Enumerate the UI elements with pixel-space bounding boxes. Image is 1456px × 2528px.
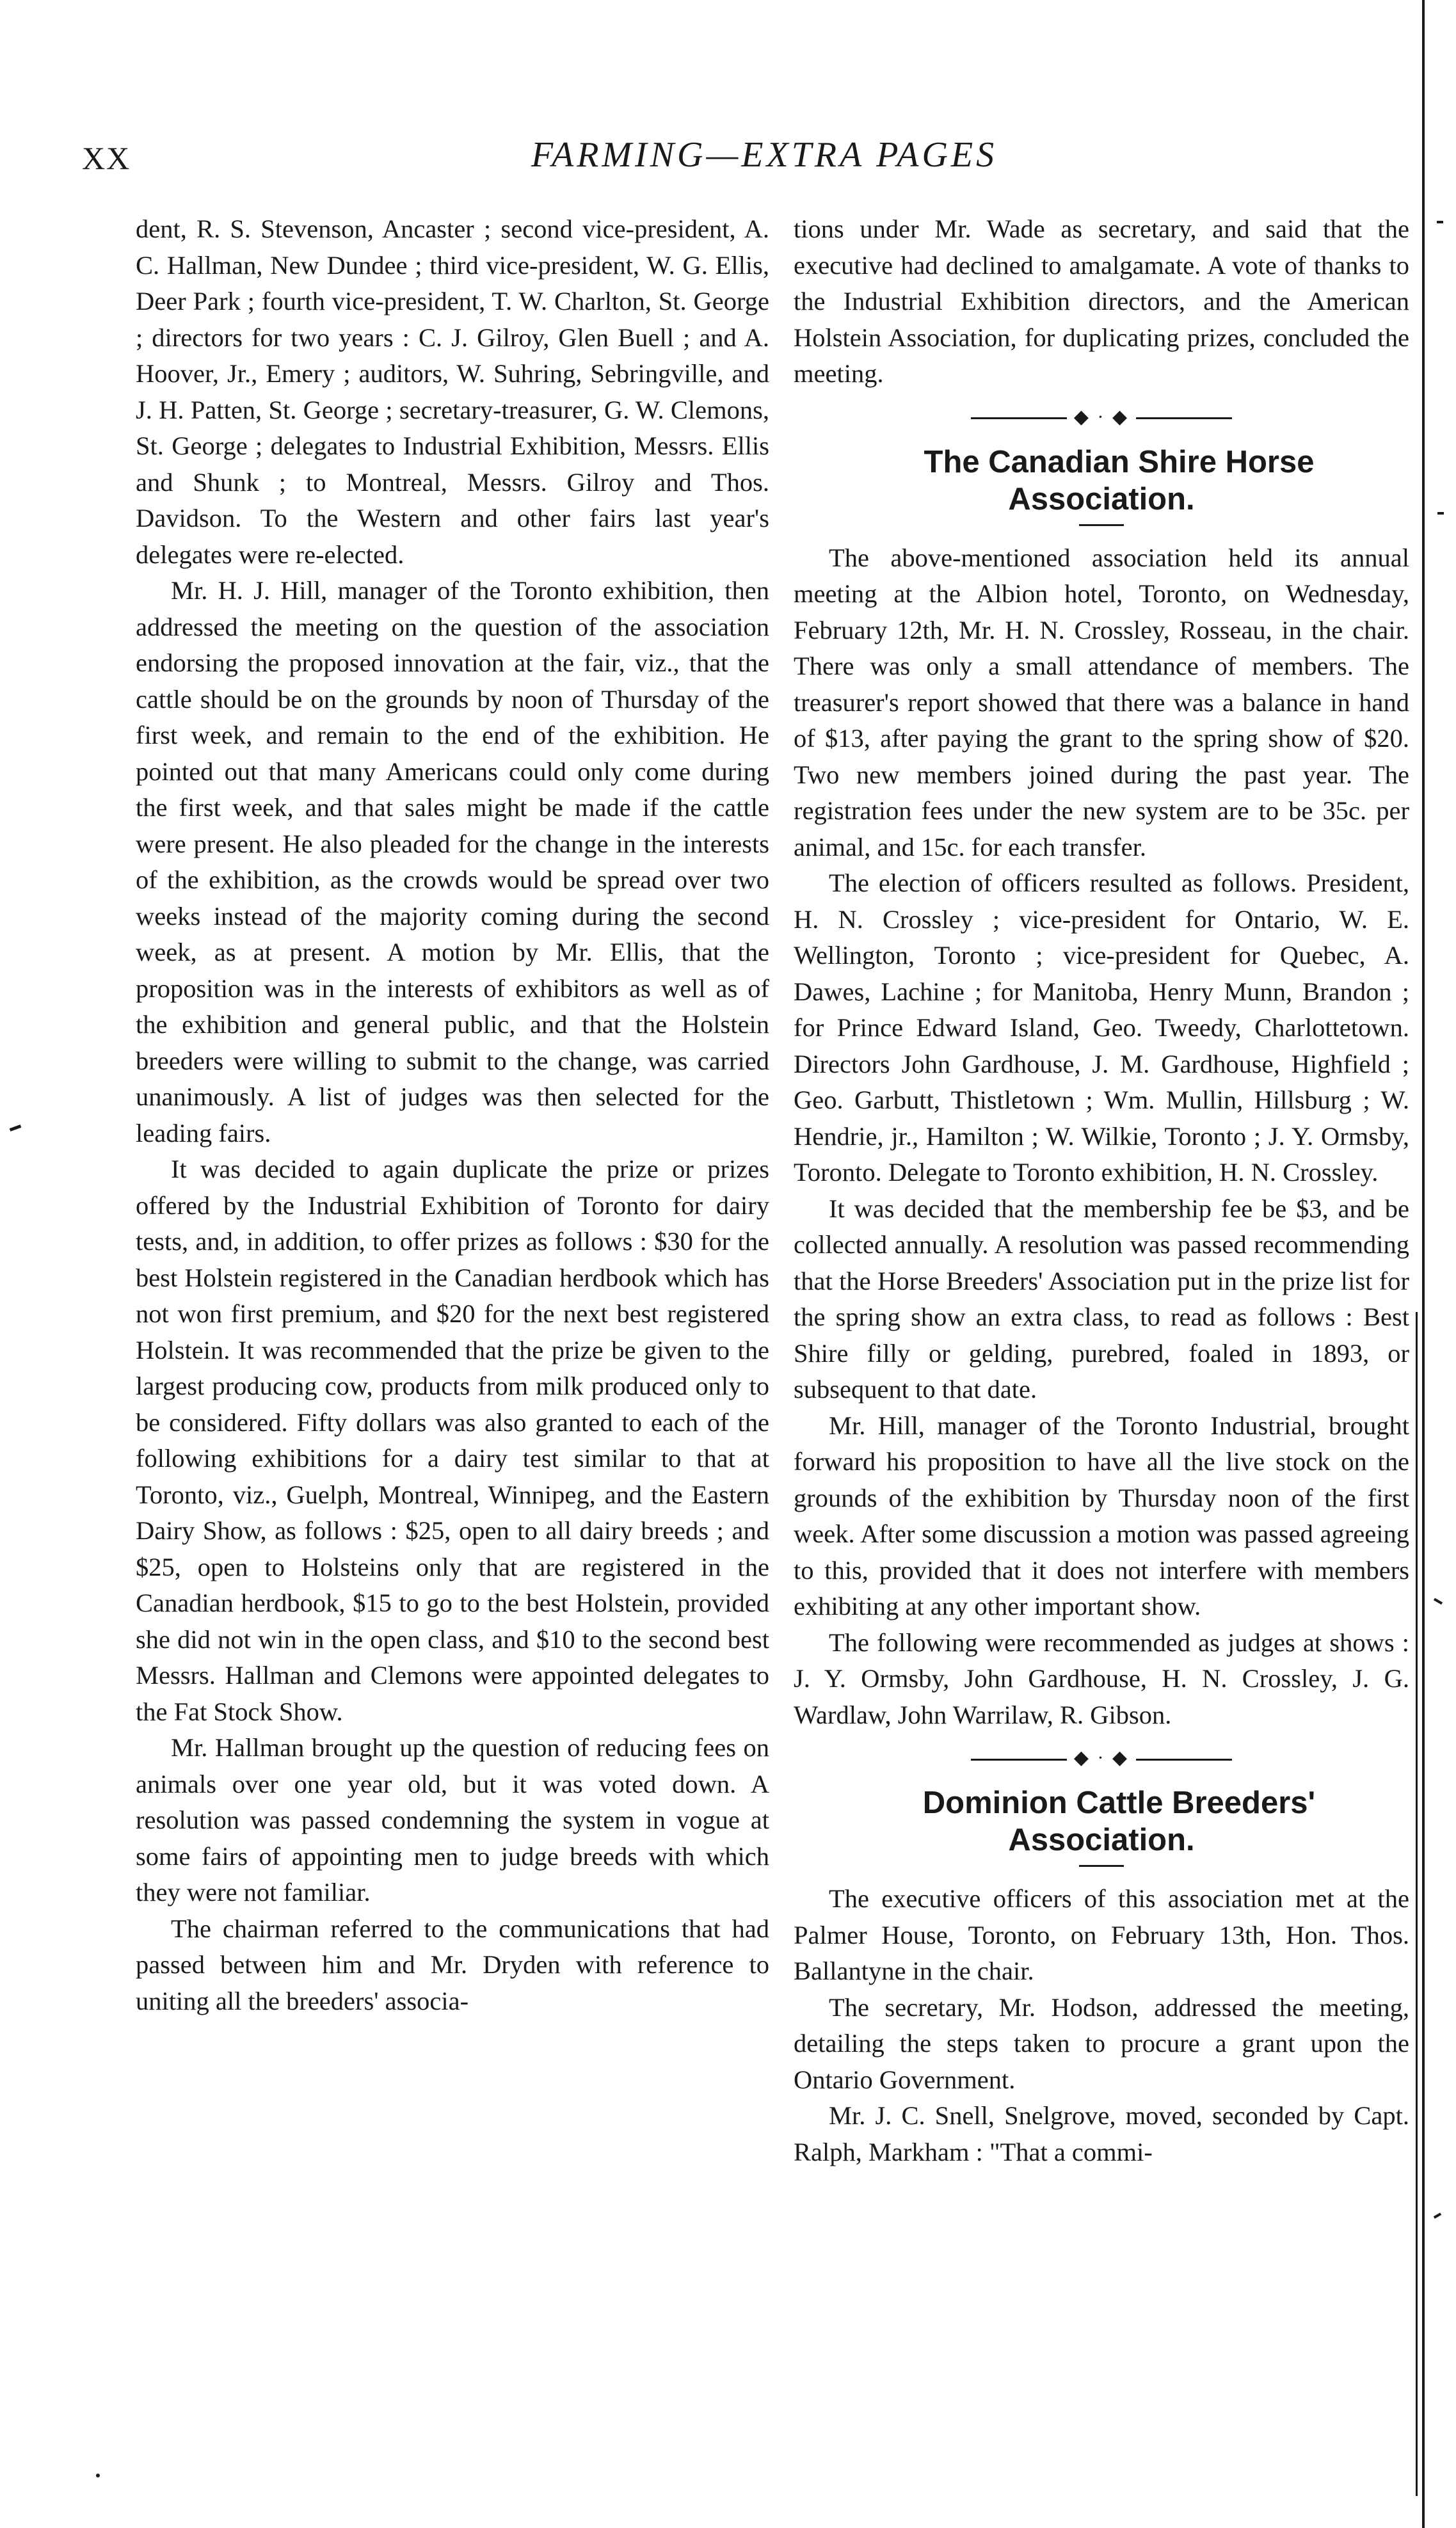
paragraph: The chairman referred to the communications that had passed between him and Mr. Dryden with reference to uniting all the breeders' associa- [136,1914,769,2015]
paragraph: Mr. Hill, manager of the Toronto Industrial, brought forward his proposition to have all the live stock on the grounds of the exhibition by Thursday noon of the first week. After some discussion a motion was passed agreeing to this, provided that it does not interfere with members exhibiting at any other important show. [794,1411,1409,1620]
scan-speck [1434,1598,1443,1604]
section-heading-cattle-breeders: Dominion Cattle Breeders' Association. [922,1786,1316,1857]
paragraph: The secretary, Mr. Hodson, addressed the meeting, detailing the steps taken to procure a grant upon the Ontario Government. [794,1992,1409,2094]
paragraph: The following were recommended as judges at shows : J. Y. Ormsby, John Gardhouse, H. N. Crossley, J. G. Wardlaw, John Warrilaw, R. Gibson. [794,1628,1409,1729]
scan-speck [1437,512,1444,515]
heading-rule [1079,524,1124,526]
heading-rule [1079,1865,1124,1867]
section-heading-shire-horse: The Canadian Shire Horse Association. [924,444,1315,516]
section-divider-ornament: ◆ · ◆ [794,401,1409,433]
paragraph: It was decided to again duplicate the prize or prizes offered by the Industrial Exhibition of Toronto for dairy tests, and, in addition, to offer prizes as follows : $30 for the best Holstein registered in the Canadian herdbook which has not won first premium, and $20 for the next best registered Holstein. It was recommended that the prize be given to the largest producing cow, products from milk produced only to be considered. Fifty dollars was also granted to each of the following exhibitions for a dairy test similar to that at Toronto, viz., Guelph, Montreal, Winnipeg, and the Eastern Dairy Show, as follows : $25, open to all dairy breeds ; and $25, open to Holsteins only that are registered in the Canadian herdbook, $15 to go to the best Holstein, provided she did not win in the open class, and $10 to the second best Messrs. Hallman and Clemons were appointed delegates to the Fat Stock Show. [136,1155,769,1726]
paragraph: It was decided that the membership fee be $3, and be collected annually. A resolution was passed recommending that the Horse Breeders' Association put in the prize list for the spring show an extra class, to read as follows : Best Shire filly or gelding, purebred, foaled in 1893, or subsequent to that date. [794,1194,1409,1404]
paragraph: The executive officers of this association met at the Palmer House, Toronto, on February 13th, Hon. Thos. Ballantyne in the chair. [794,1884,1409,1985]
running-title: FARMING—EXTRA PAGES [531,135,998,175]
scan-speck [1434,2212,1441,2218]
paragraph: The above-mentioned association held its annual meeting at the Albion hotel, Toronto, on Wednesday, February 12th, Mr. H. N. Crossley, Rosseau, in the chair. There was only a small attendance of members. The treasurer's report showed that there was a balance in hand of $13, after paying the grant to the spring show of $20. Two new members joined during the past year. The registration fees under the new system are to be 35c. per animal, and 15c. for each transfer. [794,543,1409,861]
left-column [136,211,769,2019]
right-column [794,211,1409,2170]
scan-speck [10,1124,22,1132]
paragraph: Mr. J. C. Snell, Snelgrove, moved, seconded by Capt. Ralph, Markham : "That a commi- [794,2101,1409,2166]
paragraph: The election of officers resulted as follows. President, H. N. Crossley ; vice-president for Ontario, W. E. Wellington, Toronto ; vice-president for Quebec, A. Dawes, Lachine ; for Manitoba, Henry Munn, Brandon ; for Prince Edward Island, Geo. Tweedy, Charlottetown. Directors John Gardhouse, J. M. Gardhouse, Highfield ; Geo. Garbutt, Thistletown ; Wm. Mullin, Hillsburg ; W. Hendrie, jr., Hamilton ; W. Wilkie, Toronto ; J. Y. Ormsby, Toronto. Delegate to Toronto exhibition, H. N. Crossley. [794,868,1409,1187]
page-edge-line [1416,1312,1418,2496]
page-header [0,134,1456,186]
section-divider-ornament: ◆ · ◆ [794,1742,1409,1774]
page-number: XX [82,140,131,176]
paragraph: Mr. Hallman brought up the question of reducing fees on animals over one year old, but it was voted down. A resolution was passed condemning the system in vogue at some fairs of appointing men to judge breeds with which they were not familiar. [136,1733,769,1907]
paragraph: Mr. H. J. Hill, manager of the Toronto exhibition, then addressed the meeting on the question of the association endorsing the proposed innovation at the fair, viz., that the cattle should be on the grounds by noon of Thursday of the first week, and remain to the end of the exhibition. He pointed out that many Americans could only come during the first week, and that sales might be made if the cattle were present. He also pleaded for the change in the interests of the exhibition, as the crowds would be spread over two weeks instead of the majority coming during the second week, as at present. A motion by Mr. Ellis, that the proposition was in the interests of exhibitors as well as of the exhibition and general public, and that the Holstein breeders were willing to submit to the change, was carried unanimously. A list of judges was then selected for the leading fairs. [136,576,769,1148]
paragraph: dent, R. S. Stevenson, Ancaster ; second vice-president, A. C. Hallman, New Dundee ; third vice-president, W. G. Ellis, Deer Park ; fourth vice-president, T. W. Charlton, St. George ; directors for two years : C. J. Gilroy, Glen Buell ; and A. Hoover, Jr., Emery ; auditors, W. Suhring, Sebringville, and J. H. Patten, St. George ; secretary-treasurer, G. W. Clemons, St. George ; delegates to Industrial Exhibition, Messrs. Ellis and Shunk ; to Montreal, Messrs. Gilroy and Thos. Davidson. To the Western and other fairs last year's delegates were re-elected. [136,214,769,569]
scan-speck [96,2474,100,2477]
paragraph: tions under Mr. Wade as secretary, and said that the executive had declined to amalgamate. A vote of thanks to the Industrial Exhibition directors, and the American Holstein Association, for duplicating prizes, concluded the meeting. [794,214,1409,388]
scan-speck [1437,221,1443,223]
page-edge-line [1422,0,1425,2528]
